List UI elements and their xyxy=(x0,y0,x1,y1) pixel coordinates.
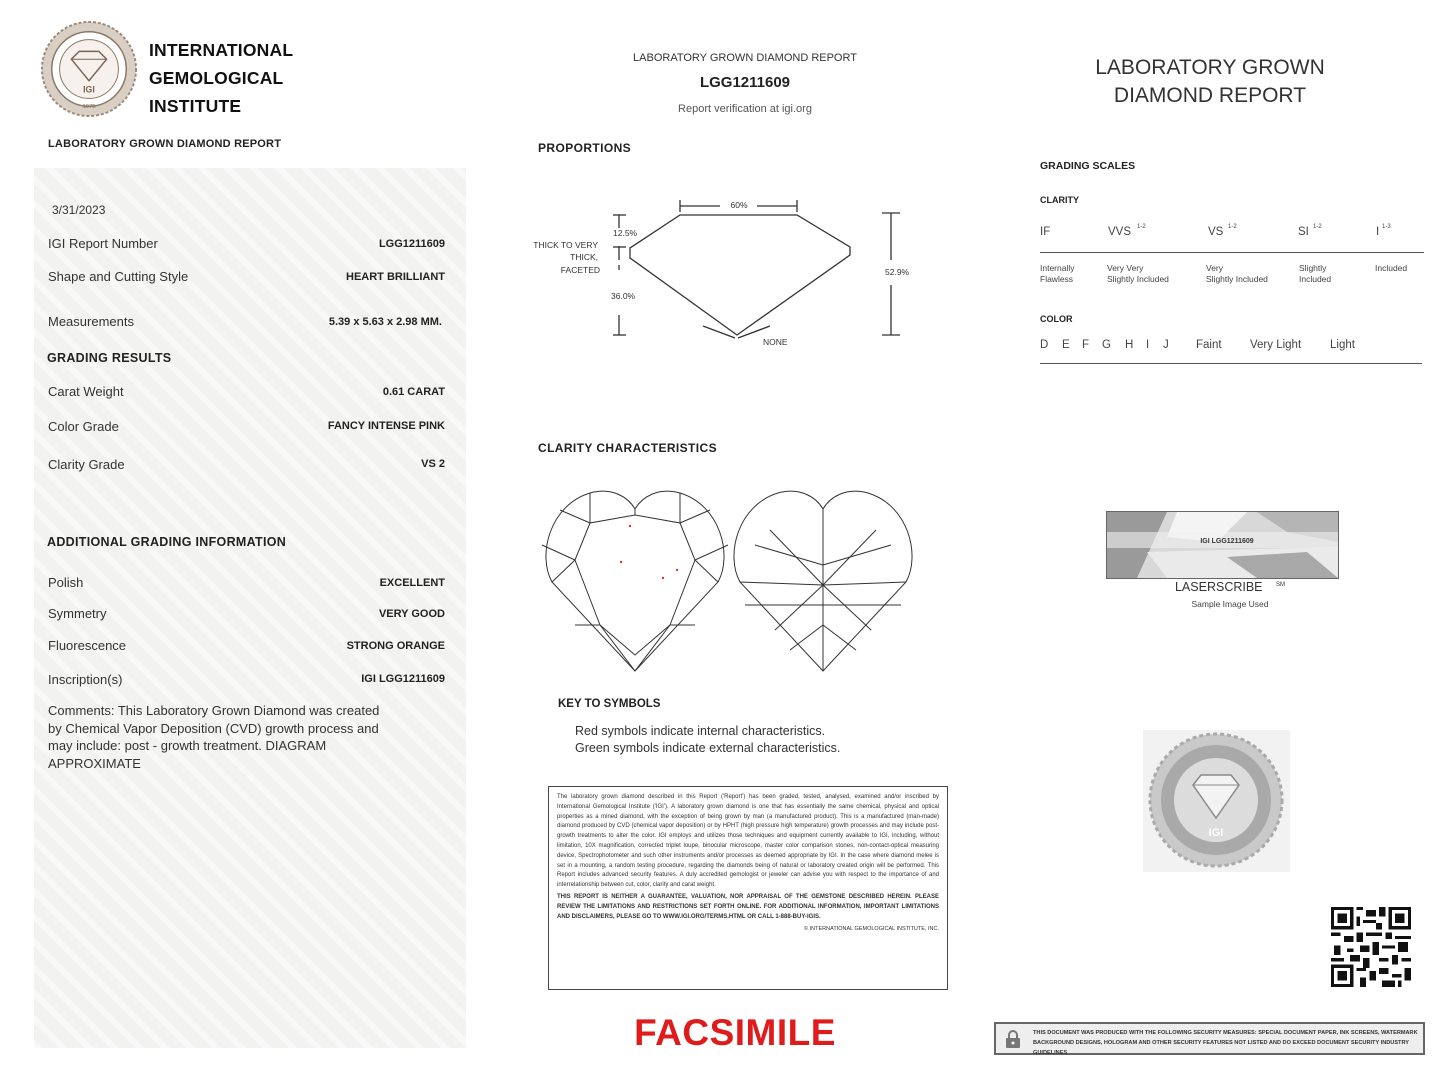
verification-link[interactable]: Report verification at igi.org xyxy=(678,103,812,115)
clarity-sup-si: 1-2 xyxy=(1313,224,1322,230)
crown-view-heart xyxy=(546,491,724,671)
color-word-very-light: Very Light xyxy=(1250,339,1302,351)
color-value: FANCY INTENSE PINK xyxy=(327,420,445,432)
center-report-number: LGG1211609 xyxy=(699,74,791,91)
color-grade-g: G xyxy=(1102,339,1111,351)
clarity-grade-if: IF xyxy=(1040,226,1051,238)
key-green-line: Green symbols indicate external characteristics. xyxy=(575,741,841,755)
key-to-symbols-title: KEY TO SYMBOLS xyxy=(558,698,661,710)
disclaimer-box xyxy=(548,786,948,990)
desc-if-1: Internally xyxy=(1040,263,1075,273)
org-line-3: INSTITUTE xyxy=(149,96,242,116)
left-report-title: LABORATORY GROWN DIAMOND REPORT xyxy=(48,138,282,150)
desc-if-2: Flawless xyxy=(1040,274,1074,284)
carat-label: Carat Weight xyxy=(48,384,124,399)
desc-vvs-1: Very Very xyxy=(1107,263,1144,273)
girdle-line-3: FACETED xyxy=(560,265,600,275)
laserscribe-sm: SM xyxy=(1276,581,1285,588)
inclusion-mark xyxy=(629,525,631,527)
org-name xyxy=(149,36,293,120)
clarity-characteristics-title: CLARITY CHARACTERISTICS xyxy=(538,441,717,455)
shape-value: HEART BRILLIANT xyxy=(346,271,445,283)
disclaimer-text: The laboratory grown diamond described in this Report ('Report') has been graded, tested, analysed, examined and/or inscribed by International Gemological Institute ('IGI'). A laboratory grown diamond is one that has essentially the same chemical, physical and optical properties as a mined diamond, with the exception of being grown by man (a manufactured product). This is a manufactured (man-made) diamond produced by CVD (chemical vapor deposition) or by HPHT (high pressure high temperature) growth processes and may include post-growth treatments to alter the color. IGI employs and utilizes those techniques and equipment currently available to IGI, including, without limitation, 10X magnification, corrected triplet loupe, binocular microscope, master color comparison stones, non-contact-optical measuring device, Spectrophotometer and such other instruments and/or processes as deemed appropriate by IGI. In the case where diamond melee is set in a mounting, a random testing procedure, regarding the diamonds being of natural or laboratory created origin will be performed. This Report includes advanced security features. A duly accredited gemologist or jeweler can advise you with respect to the importance of and interrelationship between cut, color, clarity and carat weight. xyxy=(557,794,939,889)
color-scale-row xyxy=(1040,339,1422,364)
inclusion-mark xyxy=(676,569,678,571)
proportions-diagram xyxy=(525,190,925,360)
fluorescence-label: Fluorescence xyxy=(48,638,127,653)
color-grade-e: E xyxy=(1062,339,1070,351)
clarity-grade-i: I xyxy=(1376,226,1380,238)
laser-inscription: IGI LGG1211609 xyxy=(1200,538,1254,545)
desc-vs-2: Slightly Included xyxy=(1206,274,1268,284)
measurements-value: 5.39 x 5.63 x 2.98 MM. xyxy=(328,316,442,328)
inscription-label: Inscription(s) xyxy=(48,672,123,687)
seal-year: 1975 xyxy=(82,104,96,111)
report-number-label: IGI Report Number xyxy=(48,236,158,251)
carat-value: 0.61 CARAT xyxy=(382,386,445,398)
clarity-plot xyxy=(540,485,920,680)
seal-right-logo: IGI xyxy=(1208,827,1224,839)
polish-label: Polish xyxy=(48,575,84,590)
polish-value: EXCELLENT xyxy=(379,577,445,589)
symmetry-value: VERY GOOD xyxy=(378,608,445,620)
fluorescence-value: STRONG ORANGE xyxy=(346,640,445,652)
org-line-2: GEMOLOGICAL xyxy=(149,68,284,88)
color-grade-f: F xyxy=(1082,339,1090,351)
center-report-title: LABORATORY GROWN DIAMOND REPORT xyxy=(633,52,857,64)
inclusion-mark xyxy=(620,561,622,563)
desc-vvs-2: Slightly Included xyxy=(1107,274,1169,284)
laserscribe-caption xyxy=(1165,580,1295,594)
depth-pct: 52.9% xyxy=(885,267,910,277)
culet: NONE xyxy=(763,337,788,347)
laserscribe-label: LASERSCRIBE xyxy=(1174,580,1263,594)
symmetry-label: Symmetry xyxy=(48,606,107,621)
grading-results-title: GRADING RESULTS xyxy=(47,351,172,365)
clarity-scale-label: CLARITY xyxy=(1040,195,1079,205)
clarity-descriptions xyxy=(1040,263,1424,293)
proportions-title: PROPORTIONS xyxy=(538,141,632,155)
desc-i-1: Included xyxy=(1375,263,1408,273)
color-label: Color Grade xyxy=(48,419,119,434)
shape-label: Shape and Cutting Style xyxy=(48,269,189,284)
clarity-grade-vs: VS xyxy=(1208,226,1224,238)
key-red-line: Red symbols indicate internal characteristics. xyxy=(575,724,826,738)
inclusion-mark xyxy=(662,577,664,579)
desc-vs-1: Very xyxy=(1206,263,1224,273)
right-title-line-2: DIAMOND REPORT xyxy=(1113,84,1307,107)
pavilion-pct: 36.0% xyxy=(611,291,636,301)
crown-pct: 12.5% xyxy=(613,228,638,238)
facsimile-stamp: FACSIMILE xyxy=(634,1012,836,1053)
measurements-label: Measurements xyxy=(48,314,134,329)
copyright: © INTERNATIONAL GEMOLOGICAL INSTITUTE, INC. xyxy=(804,926,939,933)
color-scale-label: COLOR xyxy=(1040,314,1073,324)
seal-logo-text: IGI xyxy=(83,84,95,95)
clarity-label: Clarity Grade xyxy=(48,457,125,472)
report-number-value: LGG1211609 xyxy=(378,238,445,250)
laserscribe-note: Sample Image Used xyxy=(1191,599,1269,609)
clarity-sup-vs: 1-2 xyxy=(1228,224,1237,230)
clarity-grade-si: SI xyxy=(1298,226,1309,238)
color-grade-h: H xyxy=(1125,339,1134,351)
girdle-line-1: THICK TO VERY xyxy=(533,240,598,250)
desc-si-1: Slightly xyxy=(1299,263,1327,273)
girdle-line-2: THICK, xyxy=(570,252,598,262)
igi-seal-logo xyxy=(40,20,138,118)
table-pct: 60% xyxy=(730,200,748,210)
lock-icon xyxy=(1003,1029,1023,1049)
desc-si-2: Included xyxy=(1299,274,1332,284)
right-title-line-1: LABORATORY GROWN xyxy=(1095,56,1325,79)
right-report-title xyxy=(1060,54,1360,110)
color-grade-i: I xyxy=(1146,339,1150,351)
clarity-sup-i: 1-3 xyxy=(1382,224,1391,230)
color-word-faint: Faint xyxy=(1196,339,1222,351)
color-grade-d: D xyxy=(1040,339,1049,351)
clarity-grade-vvs: VVS xyxy=(1108,226,1132,238)
qr-code[interactable] xyxy=(1331,907,1411,987)
security-notice-text: THIS DOCUMENT WAS PRODUCED WITH THE FOLLOWING SECURITY MEASURES: SPECIAL DOCUMENT PAPER, INK SCREENS, WATERMARK BACKGROUND DESIGNS, HOLOGRAM AND OTHER SECURITY FEATURES NOT LISTED AND DO EXCEED DOCUMENT SECURITY INDUSTRY GUIDELINES xyxy=(1033,1030,1418,1056)
org-line-1: INTERNATIONAL xyxy=(149,40,294,60)
igi-hologram-seal xyxy=(1143,730,1290,872)
laserscribe-image xyxy=(1106,511,1339,579)
clarity-scale-row xyxy=(1040,224,1424,253)
inscription-value: IGI LGG1211609 xyxy=(361,673,445,685)
report-date: 3/31/2023 xyxy=(52,203,106,217)
grading-scales-title: GRADING SCALES xyxy=(1040,160,1136,172)
additional-info-title: ADDITIONAL GRADING INFORMATION xyxy=(47,535,287,549)
clarity-sup-vvs: 1-2 xyxy=(1137,224,1146,230)
disclaimer-caps: THIS REPORT IS NEITHER A GUARANTEE, VALUATION, NOR APPRAISAL OF THE GEMSTONE DESCRIBED HEREIN. PLEASE REVIEW THE LIMITATIONS AND RESTRICTIONS SET FORTH ONLINE. FOR ADDITIONAL INFORMATION, IMPORTANT LIMITATIONS AND DISCLAIMERS, PLEASE GO TO WWW.IGI.ORG/TERMS.HTML OR CALL 1-888-BUY-IGIS. xyxy=(557,893,939,920)
comments: Comments: This Laboratory Grown Diamond was created by Chemical Vapor Deposition (CVD) growth process and may include: post - growth treatment. DIAGRAM APPROXIMATE xyxy=(48,703,380,771)
color-grade-j: J xyxy=(1163,339,1169,351)
color-word-light: Light xyxy=(1330,339,1355,351)
clarity-value: VS 2 xyxy=(421,458,445,470)
